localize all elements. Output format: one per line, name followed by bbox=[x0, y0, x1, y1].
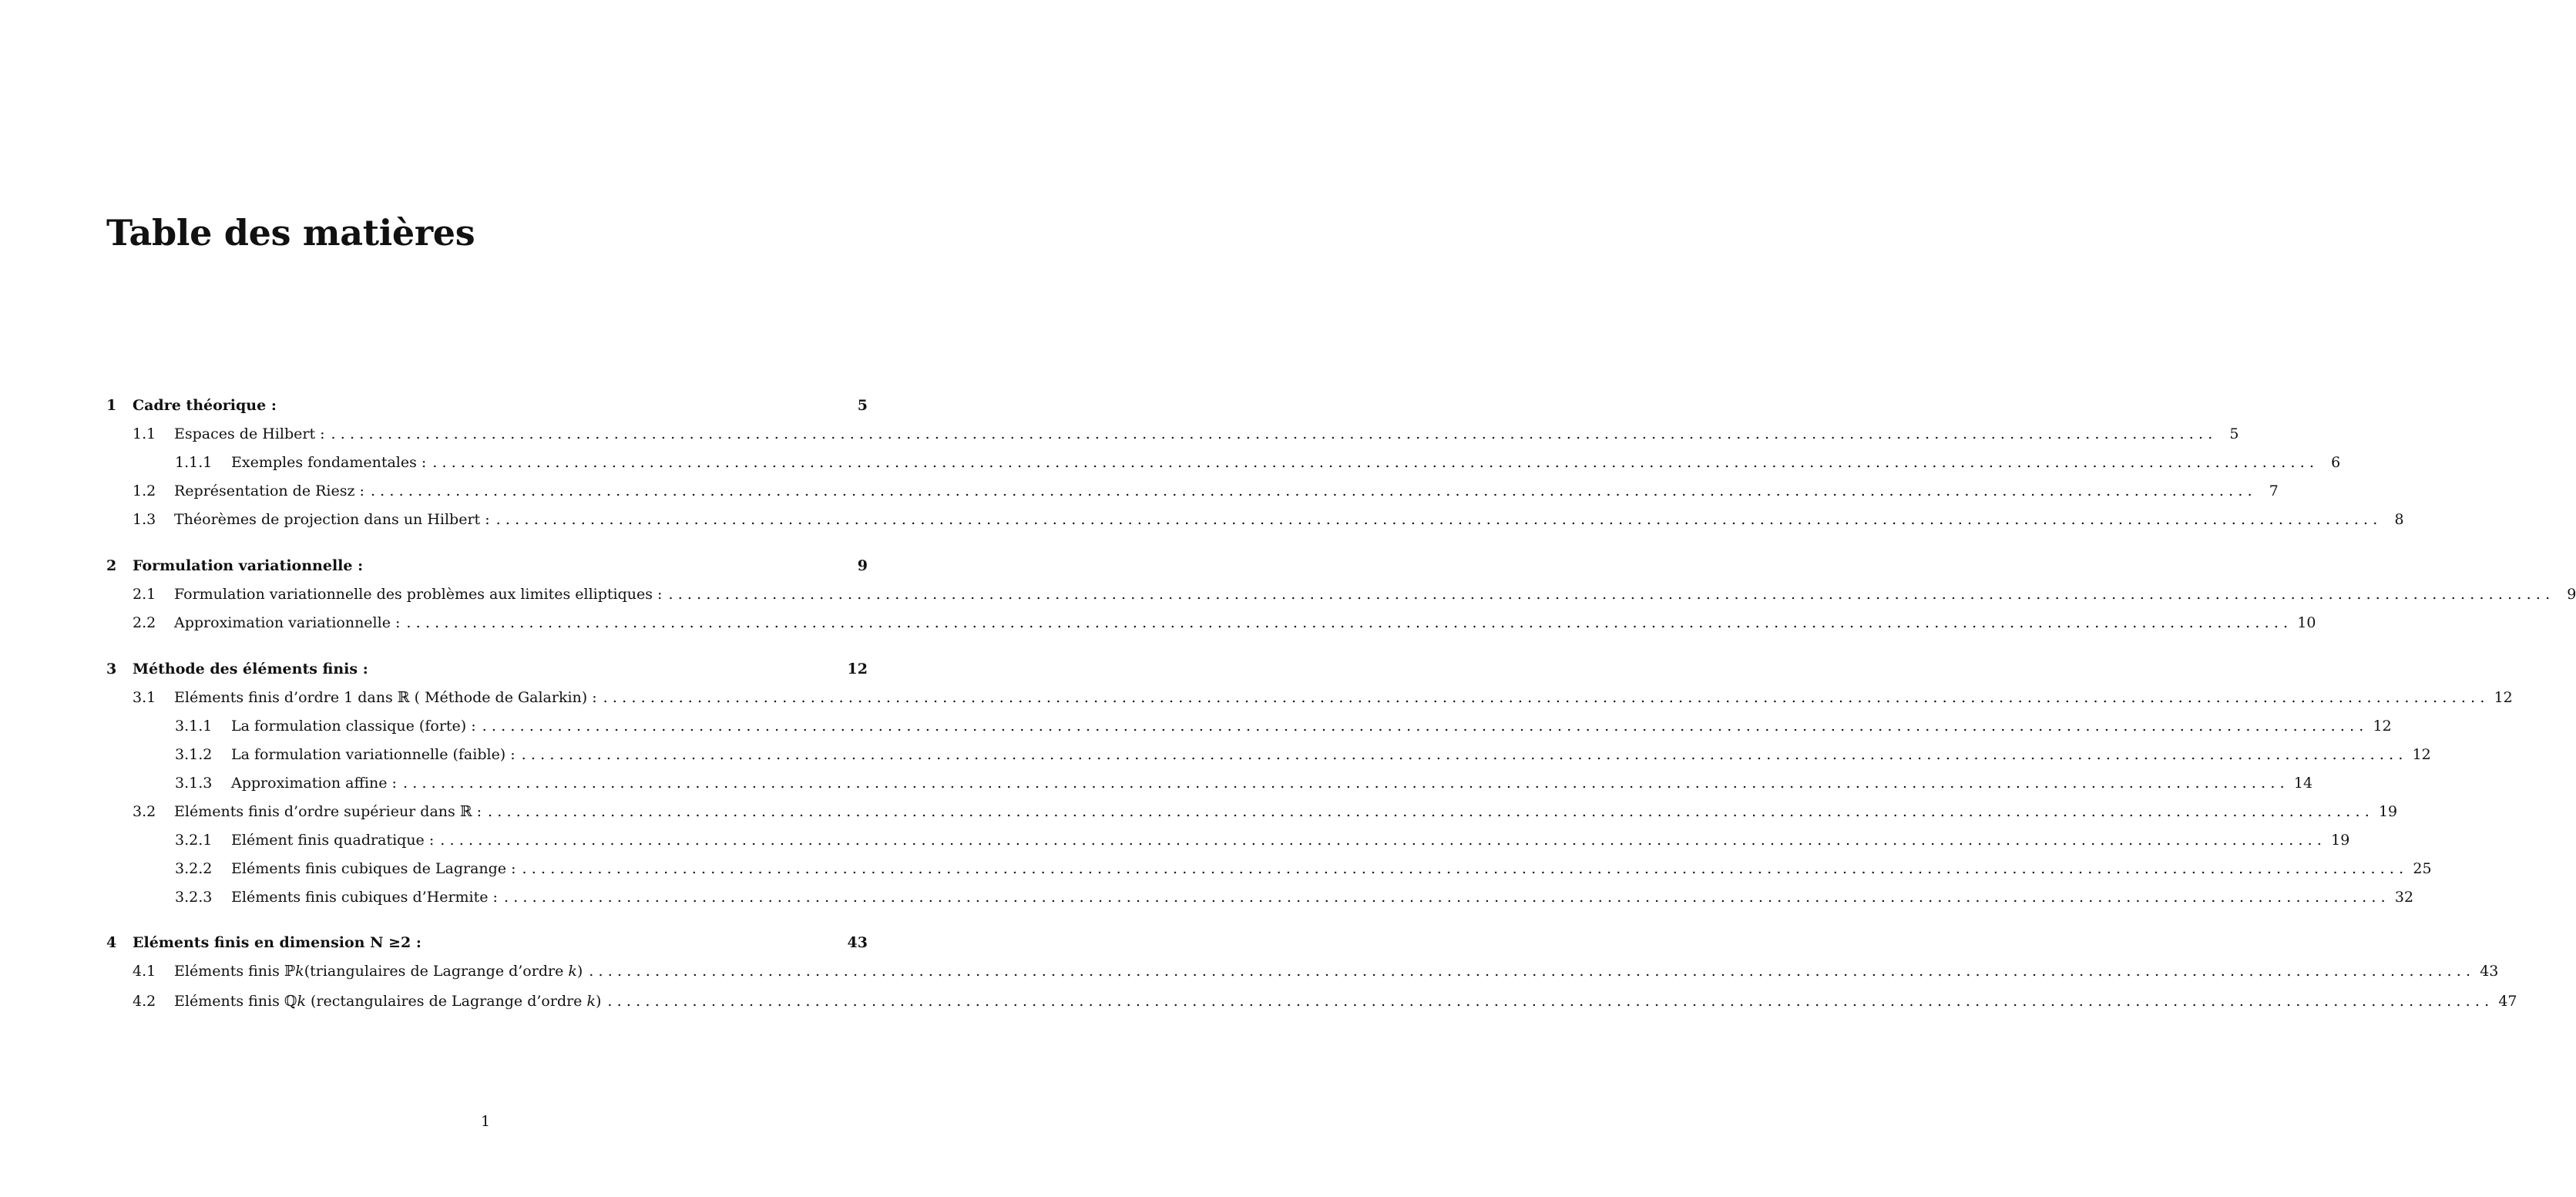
toc-entry-chapter[interactable] bbox=[106, 554, 868, 577]
toc-entry-section[interactable] bbox=[106, 611, 2316, 634]
toc-entry-title: Cadre théorique : bbox=[133, 397, 277, 414]
toc-entry-title: Approximation variationnelle : bbox=[174, 614, 401, 631]
toc-entry-page: 9 bbox=[2567, 586, 2576, 603]
toc-entry-page: 12 bbox=[2412, 746, 2431, 763]
toc-entry-page: 14 bbox=[2293, 775, 2313, 792]
toc-entry-subsection[interactable] bbox=[106, 772, 2313, 795]
toc-entry-title: Méthode des éléments finis : bbox=[133, 661, 368, 678]
toc-entry-page: 19 bbox=[2331, 832, 2350, 849]
toc-entry-chapter[interactable] bbox=[106, 394, 868, 417]
dot-leader: ........................................................................................................................................................................................................ bbox=[482, 718, 2369, 735]
toc-entry-title: La formulation variationnelle (faible) : bbox=[231, 746, 516, 763]
dot-leader: ........................................................................................................................................................................................................ bbox=[406, 614, 2293, 631]
dot-leader: ........................................................................................................................................................................................................ bbox=[488, 803, 2374, 820]
page-title: Table des matières bbox=[106, 212, 475, 254]
toc-entry-page: 12 bbox=[847, 661, 868, 678]
toc-entry-subsection[interactable] bbox=[106, 857, 2432, 880]
toc-entry-page: 12 bbox=[2373, 718, 2392, 735]
toc-entry-number: 1 bbox=[106, 397, 117, 414]
toc-entry-page: 5 bbox=[2229, 425, 2239, 442]
toc-entry-number: 2 bbox=[106, 557, 117, 574]
toc-entry-page: 12 bbox=[2494, 689, 2513, 706]
toc-entry-chapter[interactable] bbox=[106, 931, 868, 954]
toc-entry-title: Eléments finis d’ordre 1 dans ℝ ( Méthode de Galarkin) : bbox=[174, 689, 597, 706]
toc-entry-subsection[interactable] bbox=[106, 886, 2414, 909]
toc-entry-subsection[interactable] bbox=[106, 715, 2392, 738]
toc-entry-number: 2.2 bbox=[133, 614, 156, 631]
toc-entry-number: 3.2.3 bbox=[175, 889, 213, 906]
toc-entry-section[interactable] bbox=[106, 686, 2513, 709]
dot-leader: ........................................................................................................................................................................................................ bbox=[607, 993, 2494, 1010]
toc-entry-number: 1.1.1 bbox=[175, 454, 213, 471]
toc-entry-subsection[interactable] bbox=[106, 743, 2431, 766]
toc-entry-title: Eléments finis cubiques d’Hermite : bbox=[231, 889, 498, 906]
toc-entry-title: Eléments finis en dimension N ≥2 : bbox=[133, 934, 421, 951]
toc-entry-title: La formulation classique (forte) : bbox=[231, 718, 476, 735]
dot-leader: ........................................................................................................................................................................................................ bbox=[440, 832, 2327, 849]
toc-entry-number: 3.1.1 bbox=[175, 718, 213, 735]
toc-entry-title: Formulation variationnelle des problèmes aux limites elliptiques : bbox=[174, 586, 663, 603]
toc-entry-page: 43 bbox=[847, 934, 868, 951]
toc-entry-page: 5 bbox=[857, 397, 868, 414]
dot-leader: ........................................................................................................................................................................................................ bbox=[402, 775, 2289, 792]
toc-entry-page: 47 bbox=[2498, 993, 2517, 1010]
toc-entry-chapter[interactable] bbox=[106, 657, 868, 681]
toc-entry-title: Elément finis quadratique : bbox=[231, 832, 435, 849]
toc-entry-title: Théorèmes de projection dans un Hilbert : bbox=[174, 511, 490, 528]
toc-entry-title: Exemples fondamentales : bbox=[231, 454, 427, 471]
toc-entry-page: 8 bbox=[2394, 511, 2404, 528]
toc-entry-title: Eléments finis d’ordre supérieur dans ℝ : bbox=[174, 803, 482, 820]
toc-entry-section[interactable] bbox=[106, 479, 2279, 503]
dot-leader: ........................................................................................................................................................................................................ bbox=[495, 511, 2383, 528]
toc-entry-title: Eléments finis ℙ𝑘(triangulaires de Lagrange d’ordre 𝑘) bbox=[174, 963, 583, 980]
dot-leader: ........................................................................................................................................................................................................ bbox=[521, 746, 2408, 763]
toc-entry-page: 19 bbox=[2378, 803, 2398, 820]
toc-entry-number: 3.2.2 bbox=[175, 860, 213, 877]
footer-page-number: 1 bbox=[480, 1113, 491, 1130]
toc-entry-section[interactable] bbox=[106, 800, 2398, 823]
dot-leader: ........................................................................................................................................................................................................ bbox=[668, 586, 2555, 603]
toc-entry-number: 3.1.3 bbox=[175, 775, 213, 792]
toc-entry-page: 43 bbox=[2480, 963, 2499, 980]
toc-entry-page: 6 bbox=[2331, 454, 2341, 471]
toc-entry-section[interactable] bbox=[106, 990, 2517, 1013]
toc-entry-title: Espaces de Hilbert : bbox=[174, 425, 325, 442]
toc-entry-number: 1.2 bbox=[133, 482, 156, 499]
toc-entry-page: 10 bbox=[2297, 614, 2316, 631]
toc-entry-number: 4.2 bbox=[133, 993, 156, 1010]
toc-entry-title: Eléments finis cubiques de Lagrange : bbox=[231, 860, 516, 877]
dot-leader: ........................................................................................................................................................................................................ bbox=[503, 889, 2390, 906]
toc-entry-title: Formulation variationnelle : bbox=[133, 557, 364, 574]
toc-entry-number: 2.1 bbox=[133, 586, 156, 603]
dot-leader: ........................................................................................................................................................................................................ bbox=[432, 454, 2319, 471]
dot-leader: ........................................................................................................................................................................................................ bbox=[589, 963, 2476, 980]
toc-entry-number: 3.1 bbox=[133, 689, 156, 706]
toc-entry-subsection[interactable] bbox=[106, 829, 2350, 852]
toc-entry-section[interactable] bbox=[106, 583, 2576, 606]
toc-entry-number: 4.1 bbox=[133, 963, 156, 980]
dot-leader: ........................................................................................................................................................................................................ bbox=[331, 425, 2218, 442]
toc-entry-title: Représentation de Riesz : bbox=[174, 482, 364, 499]
toc-entry-number: 4 bbox=[106, 934, 117, 951]
toc-entry-number: 1.1 bbox=[133, 425, 156, 442]
toc-entry-page: 9 bbox=[857, 557, 868, 574]
toc-entry-section[interactable] bbox=[106, 960, 2499, 983]
toc-entry-number: 3 bbox=[106, 661, 117, 678]
dot-leader: ........................................................................................................................................................................................................ bbox=[370, 482, 2257, 499]
toc-entry-section[interactable] bbox=[106, 508, 2404, 531]
toc-entry-number: 1.3 bbox=[133, 511, 156, 528]
toc-entry-section[interactable] bbox=[106, 422, 2239, 446]
toc-entry-title: Approximation affine : bbox=[231, 775, 397, 792]
toc-entry-number: 3.2 bbox=[133, 803, 156, 820]
toc-entry-page: 7 bbox=[2269, 482, 2279, 499]
toc-entry-subsection[interactable] bbox=[106, 451, 2341, 474]
dot-leader: ........................................................................................................................................................................................................ bbox=[522, 860, 2409, 877]
toc-entry-page: 25 bbox=[2413, 860, 2432, 877]
toc-entry-title: Eléments finis ℚ𝑘 (rectangulaires de Lagrange d’ordre 𝑘) bbox=[174, 993, 602, 1010]
toc-entry-page: 32 bbox=[2394, 889, 2414, 906]
toc-entry-number: 3.1.2 bbox=[175, 746, 213, 763]
toc-entry-number: 3.2.1 bbox=[175, 832, 213, 849]
dot-leader: ........................................................................................................................................................................................................ bbox=[603, 689, 2490, 706]
